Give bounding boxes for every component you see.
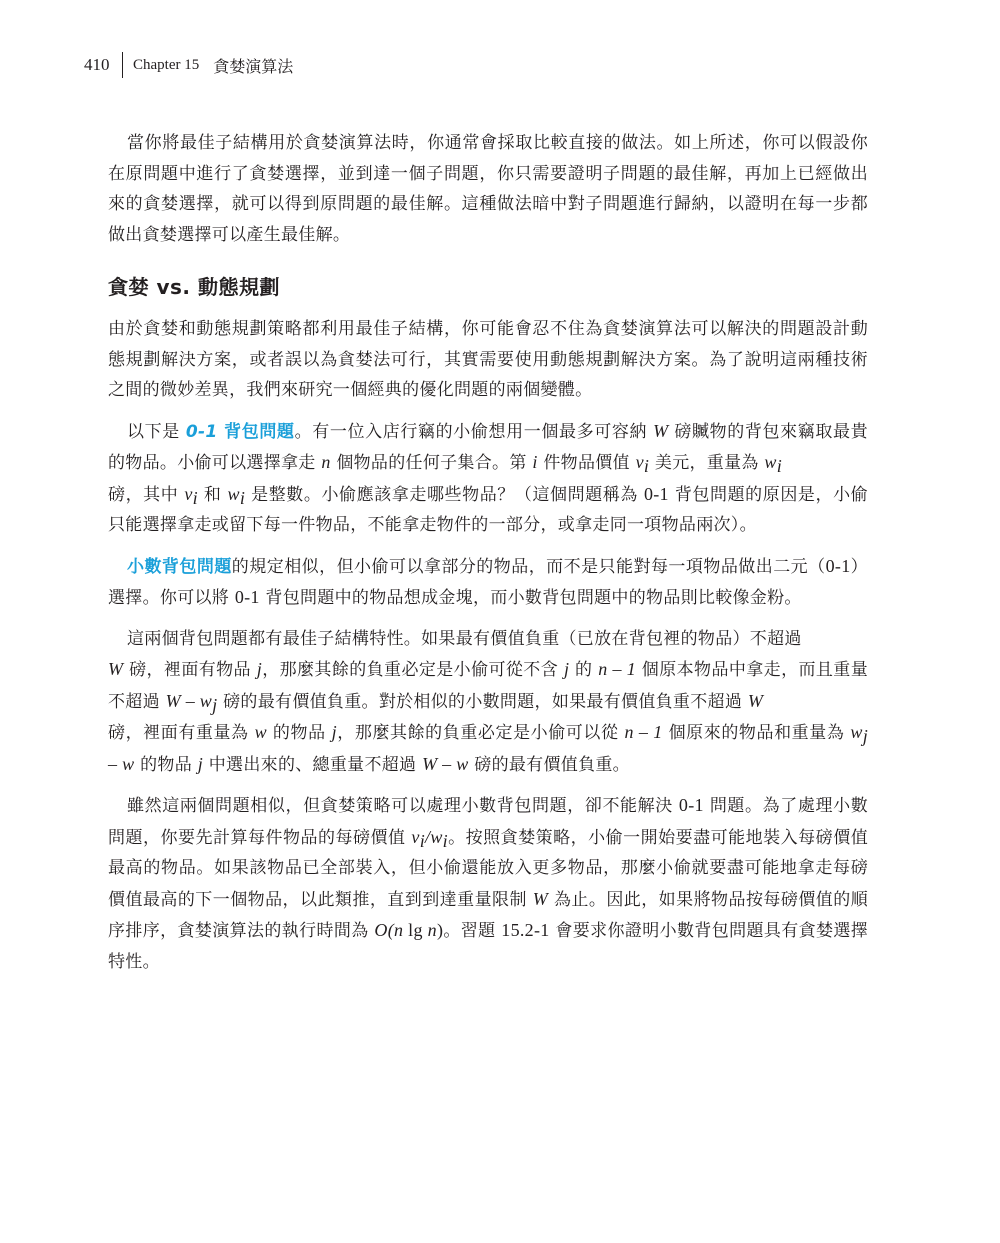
page-body — [108, 128, 868, 987]
paragraph-2: 由於貪婪和動態規劃策略都利用最佳子結構，你可能會忍不住為貪婪演算法可以解決的問題設計動態規劃解決方案，或者誤以為貪婪法可行，其實需要使用動態規劃解決方案。為了說明這兩種技術之間的微妙差異，我們來研究一個經典的優化問題的兩個變體。 — [108, 319, 868, 400]
chapter-title: 貪婪演算法 — [213, 56, 294, 76]
chapter-label: Chapter 15 — [133, 56, 200, 73]
term-01-knapsack: 0-1 背包問題 — [185, 421, 295, 442]
header-divider — [122, 52, 124, 78]
paragraph-3: 以下是 0-1 背包問題。有一位入店行竊的小偷想用一個最多可容納 W 磅贓物的背包來竊取最貴的物品。小偷可以選擇拿走 n 個物品的任何子集合。第 i 件物品價值 $v_i$ 美元，重量為 $w_i$ 磅，其中 $v_i$ 和 $w_i$ 是整數。小偷應該拿走哪些物品？（這個問題稱為 0-1 背包問題的原因是，小偷只能選擇拿走或留下每一件物品，不能拿走物件的一部分，或拿走同一項物品兩次）。 — [108, 420, 868, 535]
paragraph-6: 雖然這兩個問題相似，但貪婪策略可以處理小數背包問題，卻不能解決 0-1 問題。為了處理小數問題，你要先計算每件物品的每磅價值 $v_i/w_i$。按照貪婪策略，小偷一開始要盡可能地裝入每磅價值最高的物品。如果該物品已全部裝入，但小偷還能放入更多物品，那麼小偷就要盡可能地拿走每磅價值最高的下一個物品，以此類推，直到到達重量限制 W 為止。因此，如果將物品按每磅價值的順序排序，貪婪演算法的執行時間為 O(n lg n)。習題 15.2-1 會要求你證明小數背包問題具有貪婪選擇特性。 — [108, 795, 869, 972]
term-fractional-knapsack: 小數背包問題 — [127, 556, 232, 577]
paragraph-4: 小數背包問題的規定相似，但小偷可以拿部分的物品，而不是只能對每一項物品做出二元（0-1）選擇。你可以將 0-1 背包問題中的物品想成金塊，而小數背包問題中的物品則比較像金粉。 — [108, 555, 868, 608]
paragraph-5: 這兩個背包問題都有最佳子結構特性。如果最有價值負重（已放在背包裡的物品）不超過 W 磅，裡面有物品 j，那麼其餘的負重必定是小偷可從不含 j 的 n – 1 個原本物品中拿走，而且重量不超過 W – $w_j$ 磅的最有價值負重。對於相似的小數問題，如果最有價值負重不超過 W 磅，裡面有重量為 w 的物品 j，那麼其餘的負重必定是小偷可以從 n – 1 個原來的物品和重量為 $w_j$ – w 的物品 j 中選出來的、總重量不超過 W – w 磅的最有價值負重。 — [108, 628, 869, 775]
paragraph-1: 當你將最佳子結構用於貪婪演算法時，你通常會採取比較直接的做法。如上所述，你可以假設你在原問題中進行了貪婪選擇，並到達一個子問題，你只需要證明子問題的最佳解，再加上已經做出來的貪婪選擇，就可以得到原問題的最佳解。這種做法暗中對子問題進行歸納，以證明在每一步都做出貪婪選擇可以產生最佳解。 — [108, 133, 868, 245]
section-title: 貪婪 vs. 動態規劃 — [108, 275, 280, 299]
page-number: 410 — [84, 55, 110, 74]
page-header — [84, 52, 293, 78]
